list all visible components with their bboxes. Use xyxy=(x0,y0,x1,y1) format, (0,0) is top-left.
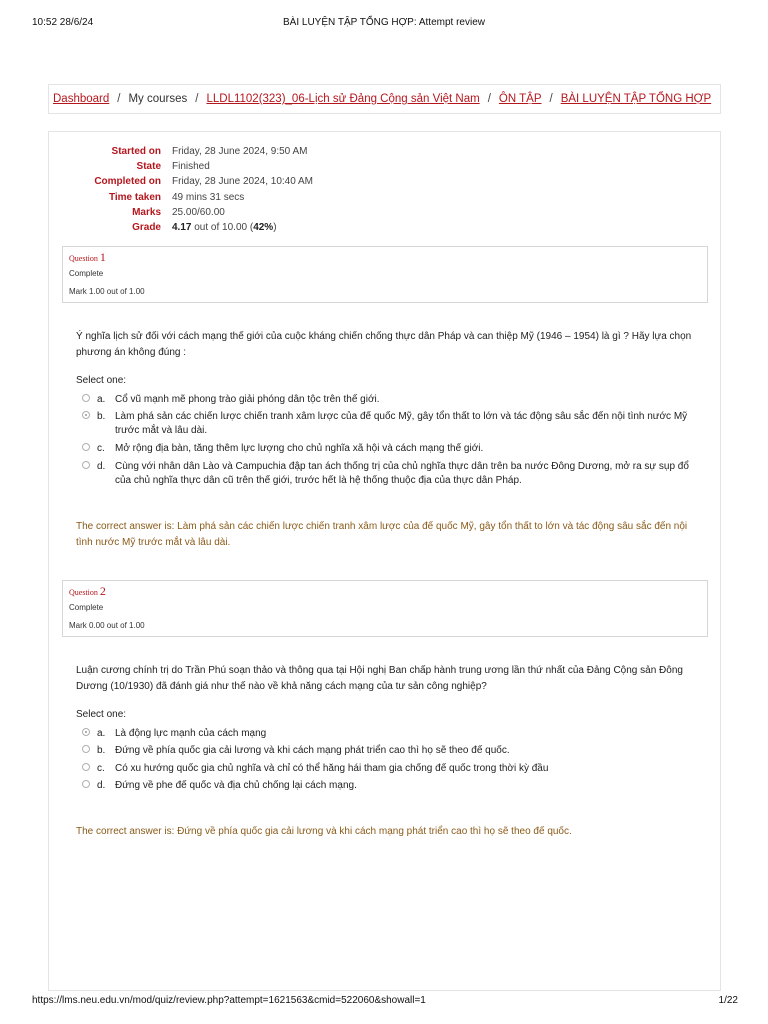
answer-option[interactable] xyxy=(82,410,702,438)
summary-label: Time taken xyxy=(108,191,161,203)
radio-button[interactable] xyxy=(82,461,90,469)
breadcrumb-dashboard[interactable]: Dashboard xyxy=(53,93,110,105)
answer-option[interactable] xyxy=(82,779,702,793)
question-label: Question xyxy=(69,588,98,597)
grade-close: ) xyxy=(273,221,277,233)
summary-label: State xyxy=(136,161,161,173)
radio-button[interactable] xyxy=(82,443,90,451)
answer-letter: b. xyxy=(97,411,106,422)
question-info-box xyxy=(62,246,708,303)
breadcrumb-separator: / xyxy=(487,93,491,105)
select-one-label: Select one: xyxy=(76,709,127,720)
correct-answer-feedback: The correct answer is: Làm phá sản các chiến lược chiến tranh xâm lược của đế quốc Mỹ, gây tổn thất to lớn và tác động sâu sắc đến nội tình nước Mỹ trước mắt và lâu dài. xyxy=(76,521,688,548)
answer-text: Là động lực mạnh của cách mạng xyxy=(115,728,267,739)
answer-text: Làm phá sản các chiến lược chiến tranh xâm lược của đế quốc Mỹ, gây tổn thất to lớn và tác động sâu sắc đến nội tình nước Mỹ trước mắt và lâu dài. xyxy=(115,411,688,436)
summary-row-grade xyxy=(48,222,721,237)
summary-row-marks xyxy=(48,207,721,222)
grade-percent: 42% xyxy=(253,221,274,233)
radio-button[interactable] xyxy=(82,780,90,788)
radio-button[interactable] xyxy=(82,394,90,402)
radio-button[interactable] xyxy=(82,763,90,771)
summary-row-completed xyxy=(48,176,721,191)
summary-value xyxy=(172,222,277,233)
summary-row-started xyxy=(48,146,721,161)
grade-out-of: out of 10.00 ( xyxy=(191,221,254,233)
breadcrumb-my-courses: My courses xyxy=(128,93,188,105)
grade-score: 4.17 xyxy=(172,221,192,233)
question-mark: Mark 0.00 out of 1.00 xyxy=(69,621,145,630)
answer-option[interactable] xyxy=(82,762,702,776)
answer-letter: b. xyxy=(97,745,106,756)
summary-label: Marks xyxy=(132,206,161,218)
correct-answer-feedback: The correct answer is: Đứng về phía quốc gia cải lương và khi cách mạng phát triển cao thì họ sẽ theo đế quốc. xyxy=(76,826,572,837)
breadcrumb-quiz[interactable]: BÀI LUYỆN TẬP TỔNG HỢP xyxy=(560,93,712,105)
question-number-value: 2 xyxy=(99,584,106,598)
print-header xyxy=(0,17,768,31)
question-number xyxy=(69,250,106,265)
print-url: https://lms.neu.edu.vn/mod/quiz/review.php?attempt=1621563&cmid=522060&showall=1 xyxy=(32,995,426,1006)
question-label: Question xyxy=(69,254,98,263)
answer-letter: d. xyxy=(97,461,106,472)
answer-option[interactable] xyxy=(82,460,702,488)
select-one-label: Select one: xyxy=(76,375,127,386)
print-datetime: 10:52 28/6/24 xyxy=(32,17,94,28)
answer-letter: a. xyxy=(97,728,106,739)
print-title: BÀI LUYỆN TẬP TỔNG HỢP: Attempt review xyxy=(283,17,485,28)
question-mark: Mark 1.00 out of 1.00 xyxy=(69,287,145,296)
summary-row-state xyxy=(48,161,721,176)
question-text: Ý nghĩa lịch sử đối với cách mạng thế giới của cuộc kháng chiến chống thực dân Pháp và can thiệp Mỹ (1946 – 1954) là gì ? Hãy lựa chọn phương án không đúng : xyxy=(76,331,692,358)
answer-text: Đứng về phía quốc gia cải lương và khi cách mạng phát triển cao thì họ sẽ theo đế quốc. xyxy=(115,745,510,756)
summary-value: Friday, 28 June 2024, 9:50 AM xyxy=(172,146,308,157)
summary-value: Friday, 28 June 2024, 10:40 AM xyxy=(172,176,314,188)
summary-label: Grade xyxy=(132,221,161,233)
answer-text: Mở rộng địa bàn, tăng thêm lực lượng cho chủ nghĩa xã hội và cách mạng thế giới. xyxy=(115,443,484,454)
question-state: Complete xyxy=(69,269,104,278)
answer-option[interactable] xyxy=(82,744,702,758)
answer-option[interactable] xyxy=(82,442,702,456)
breadcrumb-separator: / xyxy=(117,93,121,105)
summary-value: 49 mins 31 secs xyxy=(172,191,245,203)
question-number xyxy=(69,584,106,599)
breadcrumb-course[interactable]: LLDL1102(323)_06-Lịch sử Đảng Cộng sản Việt Nam xyxy=(206,93,480,105)
print-page-number: 1/22 xyxy=(718,995,738,1006)
question-text: Luận cương chính trị do Trần Phú soạn thảo và thông qua tại Hội nghị Ban chấp hành trung ương lần thứ nhất của Đảng Cộng sản Đông Dương (10/1930) đã đánh giá như thế nào về khả năng cách mạng của tư sản công nghiệp? xyxy=(76,665,683,692)
summary-row-time-taken xyxy=(48,192,721,207)
print-footer xyxy=(0,995,768,1009)
answer-letter: a. xyxy=(97,394,106,405)
question-info-box xyxy=(62,580,708,637)
answer-letter: c. xyxy=(97,443,105,454)
summary-value: Finished xyxy=(172,161,210,173)
summary-label: Started on xyxy=(111,146,161,157)
answer-text: Cùng với nhân dân Lào và Campuchia đập tan ách thống trị của chủ nghĩa thực dân trên ba nước Đông Dương, mở ra sự sụp đổ của chủ nghĩa thực dân cũ trên thế giới, trước hết là hệ thống thuộc địa của thực dân Pháp. xyxy=(115,461,689,486)
breadcrumb-separator: / xyxy=(195,93,199,105)
radio-button-selected[interactable] xyxy=(82,411,90,419)
attempt-summary xyxy=(48,146,721,237)
summary-value: 25.00/60.00 xyxy=(172,206,225,218)
answer-letter: d. xyxy=(97,780,106,791)
summary-label: Completed on xyxy=(94,176,161,188)
answer-option[interactable] xyxy=(82,393,702,407)
answer-letter: c. xyxy=(97,763,105,774)
answer-text: Có xu hướng quốc gia chủ nghĩa và chỉ có thể hăng hái tham gia chống đế quốc trong thời kỳ đầu xyxy=(115,763,549,774)
breadcrumb-separator: / xyxy=(549,93,553,105)
radio-button[interactable] xyxy=(82,745,90,753)
answer-text: Cổ vũ mạnh mẽ phong trào giải phóng dân tộc trên thế giới. xyxy=(115,394,380,405)
answer-text: Đứng về phe đế quốc và địa chủ chống lại cách mạng. xyxy=(115,780,357,791)
answer-option[interactable] xyxy=(82,727,702,741)
breadcrumb xyxy=(48,84,721,114)
question-state: Complete xyxy=(69,603,104,612)
radio-button-selected[interactable] xyxy=(82,728,90,736)
breadcrumb-section[interactable]: ÔN TẬP xyxy=(498,93,542,105)
question-number-value: 1 xyxy=(99,250,106,264)
